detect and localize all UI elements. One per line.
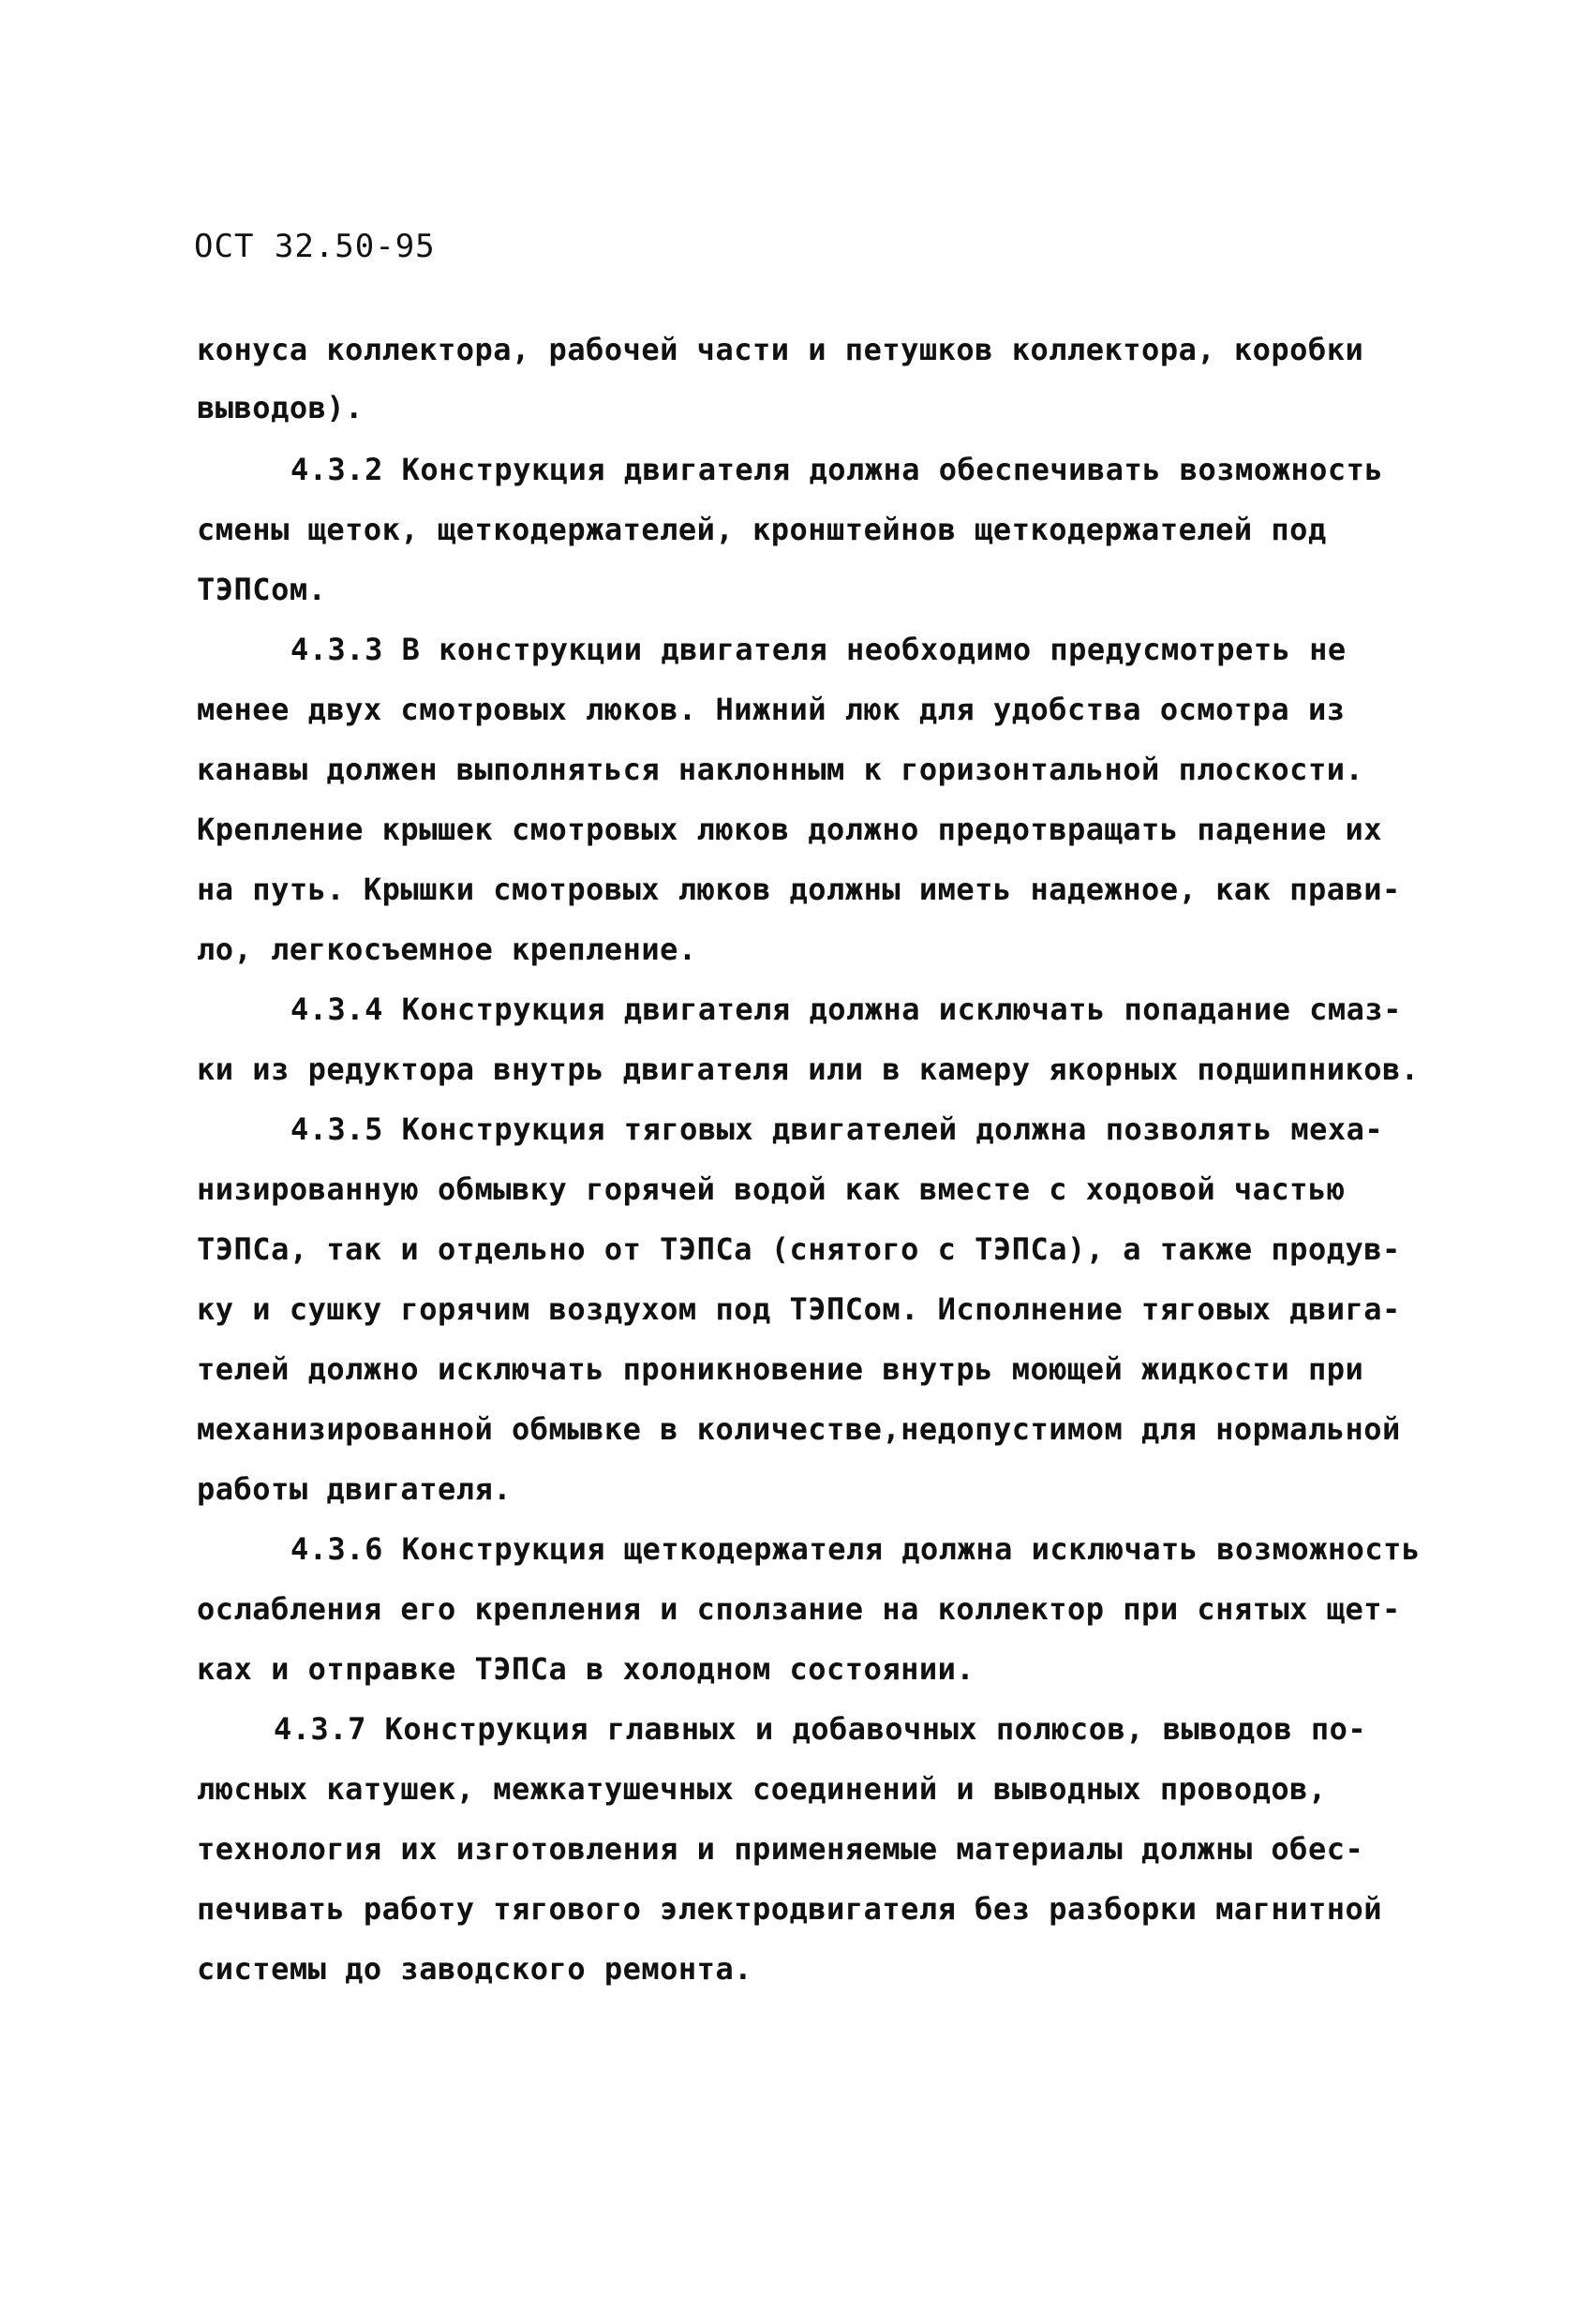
text-line: выводов). bbox=[197, 390, 364, 425]
paragraph-4-3-5-line: 4.3.5 Конструкция тяговых двигателей должна позволять меха- bbox=[290, 1111, 1384, 1147]
paragraph-4-3-7-line: 4.3.7 Конструкция главных и добавочных полюсов, выводов по- bbox=[274, 1711, 1367, 1747]
text-line: телей должно исключать проникновение внутрь моющей жидкости при bbox=[197, 1351, 1364, 1387]
text-line: ках и отправке ТЭПСа в холодном состоянии. bbox=[197, 1651, 975, 1687]
document-header: ОСТ 32.50-95 bbox=[194, 228, 436, 265]
paragraph-4-3-6-line: 4.3.6 Конструкция щеткодержателя должна исключать возможность bbox=[290, 1531, 1421, 1567]
text-line: технология их изготовления и применяемые материалы должны обес- bbox=[197, 1831, 1364, 1867]
text-line: ТЭПСа, так и отдельно от ТЭПСа (снятого с ТЭПСа), а также продув- bbox=[197, 1231, 1401, 1267]
paragraph-4-3-2-line: 4.3.2 Конструкция двигателя должна обеспечивать возможность bbox=[290, 452, 1384, 487]
text-line: ки из редуктора внутрь двигателя или в камеру якорных подшипников. bbox=[197, 1051, 1420, 1087]
text-line: низированную обмывку горячей водой как вместе с ходовой частью bbox=[197, 1171, 1346, 1207]
text-line: смены щеток, щеткодержателей, кронштейнов щеткодержателей под bbox=[197, 512, 1327, 547]
text-line: на путь. Крышки смотровых люков должны иметь надежное, как прави- bbox=[197, 872, 1401, 907]
text-line: ку и сушку горячим воздухом под ТЭПСом. Исполнение тяговых двига- bbox=[197, 1291, 1401, 1327]
text-line: конуса коллектора, рабочей части и петушков коллектора, коробки bbox=[197, 332, 1364, 367]
text-line: механизированной обмывке в количестве,недопустимом для нормальной bbox=[197, 1411, 1401, 1447]
text-line: люсных катушек, межкатушечных соединений и выводных проводов, bbox=[197, 1771, 1327, 1807]
paragraph-4-3-3-line: 4.3.3 В конструкции двигателя необходимо предусмотреть не bbox=[290, 632, 1347, 667]
text-line: канавы должен выполняться наклонным к горизонтальной плоскости. bbox=[197, 752, 1364, 787]
text-line: ло, легкосъемное крепление. bbox=[197, 931, 697, 967]
paragraph-4-3-4-line: 4.3.4 Конструкция двигателя должна исключать попадание смаз- bbox=[290, 991, 1402, 1027]
text-line: ослабления его крепления и сползание на коллектор при снятых щет- bbox=[197, 1591, 1401, 1627]
text-line: ТЭПСом. bbox=[197, 572, 327, 607]
text-line: работы двигателя. bbox=[197, 1471, 513, 1507]
text-line: системы до заводского ремонта. bbox=[197, 1951, 752, 1987]
text-line: менее двух смотровых люков. Нижний люк для удобства осмотра из bbox=[197, 692, 1346, 727]
text-line: Крепление крышек смотровых люков должно предотвращать падение их bbox=[197, 812, 1382, 847]
text-line: печивать работу тягового электродвигателя без разборки магнитной bbox=[197, 1891, 1382, 1927]
